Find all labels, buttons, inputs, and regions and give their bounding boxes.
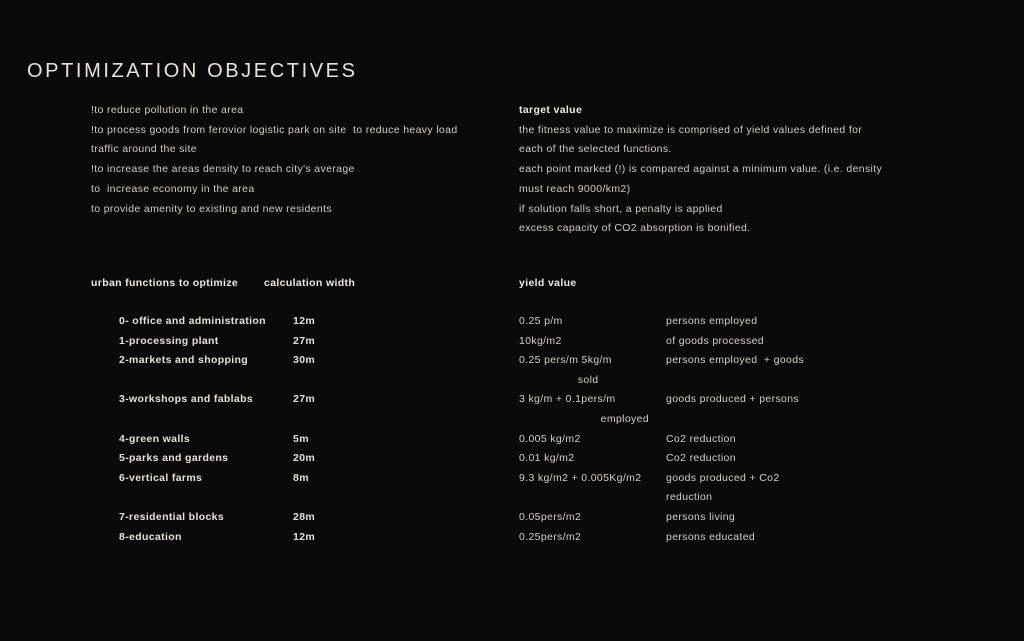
cell-width: 12m: [293, 315, 316, 327]
target-line: if solution falls short, a penalty is applied: [519, 202, 723, 215]
column-header-yield: yield value: [519, 277, 577, 289]
cell-yield: 0.05pers/m2: [519, 510, 582, 523]
cell-yield: 9.3 kg/m2 + 0.005Kg/m2: [519, 471, 642, 484]
cell-description: goods produced + Co2: [666, 471, 780, 484]
table-row: [0, 315, 1024, 335]
cell-function: 7-residential blocks: [119, 510, 225, 523]
cell-width: 27m: [293, 334, 316, 347]
target-line: each point marked (!) is compared against a minimum value. (i.e. density: [519, 163, 883, 176]
cell-width: 8m: [293, 471, 309, 484]
functions-table: [0, 315, 1024, 550]
cell-yield: 0.25 p/m: [519, 315, 563, 327]
cell-width: 20m: [293, 452, 316, 465]
objectives-column: [91, 101, 491, 219]
target-value-heading: target value: [519, 104, 583, 116]
cell-function: 4-green walls: [119, 432, 191, 445]
cell-width: 27m: [293, 393, 316, 406]
cell-description: goods produced + persons: [666, 393, 800, 406]
target-line: must reach 9000/km2): [519, 182, 631, 195]
column-header-functions: urban functions to optimize: [91, 277, 239, 289]
cell-yield: 0.01 kg/m2: [519, 452, 575, 465]
objective-line: !to process goods from ferovior logistic park on site to reduce heavy load: [91, 123, 458, 136]
cell-yield: employed: [519, 412, 650, 425]
cell-description: persons employed + goods: [666, 354, 805, 367]
page-title: OPTIMIZATION OBJECTIVES: [27, 60, 358, 82]
objective-line: to provide amenity to existing and new residents: [91, 202, 332, 215]
cell-yield: 0.25pers/m2: [519, 530, 582, 543]
cell-function: 1-processing plant: [119, 334, 219, 347]
cell-description: of goods processed: [666, 334, 764, 347]
target-line: excess capacity of CO2 absorption is bonified.: [519, 222, 751, 235]
cell-description: persons employed: [666, 315, 758, 327]
cell-function: 8-education: [119, 530, 182, 543]
target-value-column: [519, 101, 919, 239]
table-row: [0, 354, 1024, 374]
table-row: [0, 433, 1024, 453]
table-row: [0, 531, 1024, 551]
table-row: [0, 374, 1024, 394]
table-header-row: [0, 277, 1024, 293]
table-row: [0, 393, 1024, 413]
table-row: [0, 335, 1024, 355]
table-row: [0, 491, 1024, 511]
cell-description: persons living: [666, 510, 736, 523]
cell-function: 2-markets and shopping: [119, 354, 249, 367]
target-line: each of the selected functions.: [519, 143, 672, 156]
cell-yield: 3 kg/m + 0.1pers/m: [519, 393, 616, 406]
cell-width: 5m: [293, 432, 309, 445]
cell-function: 0- office and administration: [119, 315, 266, 327]
cell-description: Co2 reduction: [666, 432, 736, 445]
cell-description: reduction: [666, 491, 713, 504]
cell-function: 6-vertical farms: [119, 471, 203, 484]
objective-line: !to increase the areas density to reach city's average: [91, 163, 355, 176]
column-header-width: calculation width: [264, 277, 356, 289]
cell-function: 5-parks and gardens: [119, 452, 229, 465]
table-row: [0, 452, 1024, 472]
table-row: [0, 472, 1024, 492]
cell-width: 12m: [293, 530, 316, 543]
cell-function: 3-workshops and fablabs: [119, 393, 254, 406]
table-row: [0, 413, 1024, 433]
cell-width: 28m: [293, 510, 316, 523]
cell-yield: 0.005 kg/m2: [519, 432, 581, 445]
objective-line: traffic around the site: [91, 143, 197, 156]
cell-description: Co2 reduction: [666, 452, 736, 465]
cell-description: persons educated: [666, 530, 756, 543]
cell-yield: 0.25 pers/m 5kg/m: [519, 354, 612, 367]
cell-yield: 10kg/m2: [519, 334, 562, 347]
objective-line: !to reduce pollution in the area: [91, 104, 244, 116]
table-row: [0, 511, 1024, 531]
cell-width: 30m: [293, 354, 316, 367]
target-line: the fitness value to maximize is comprised of yield values defined for: [519, 123, 863, 136]
cell-yield: sold: [519, 373, 599, 386]
objective-line: to increase economy in the area: [91, 182, 255, 195]
